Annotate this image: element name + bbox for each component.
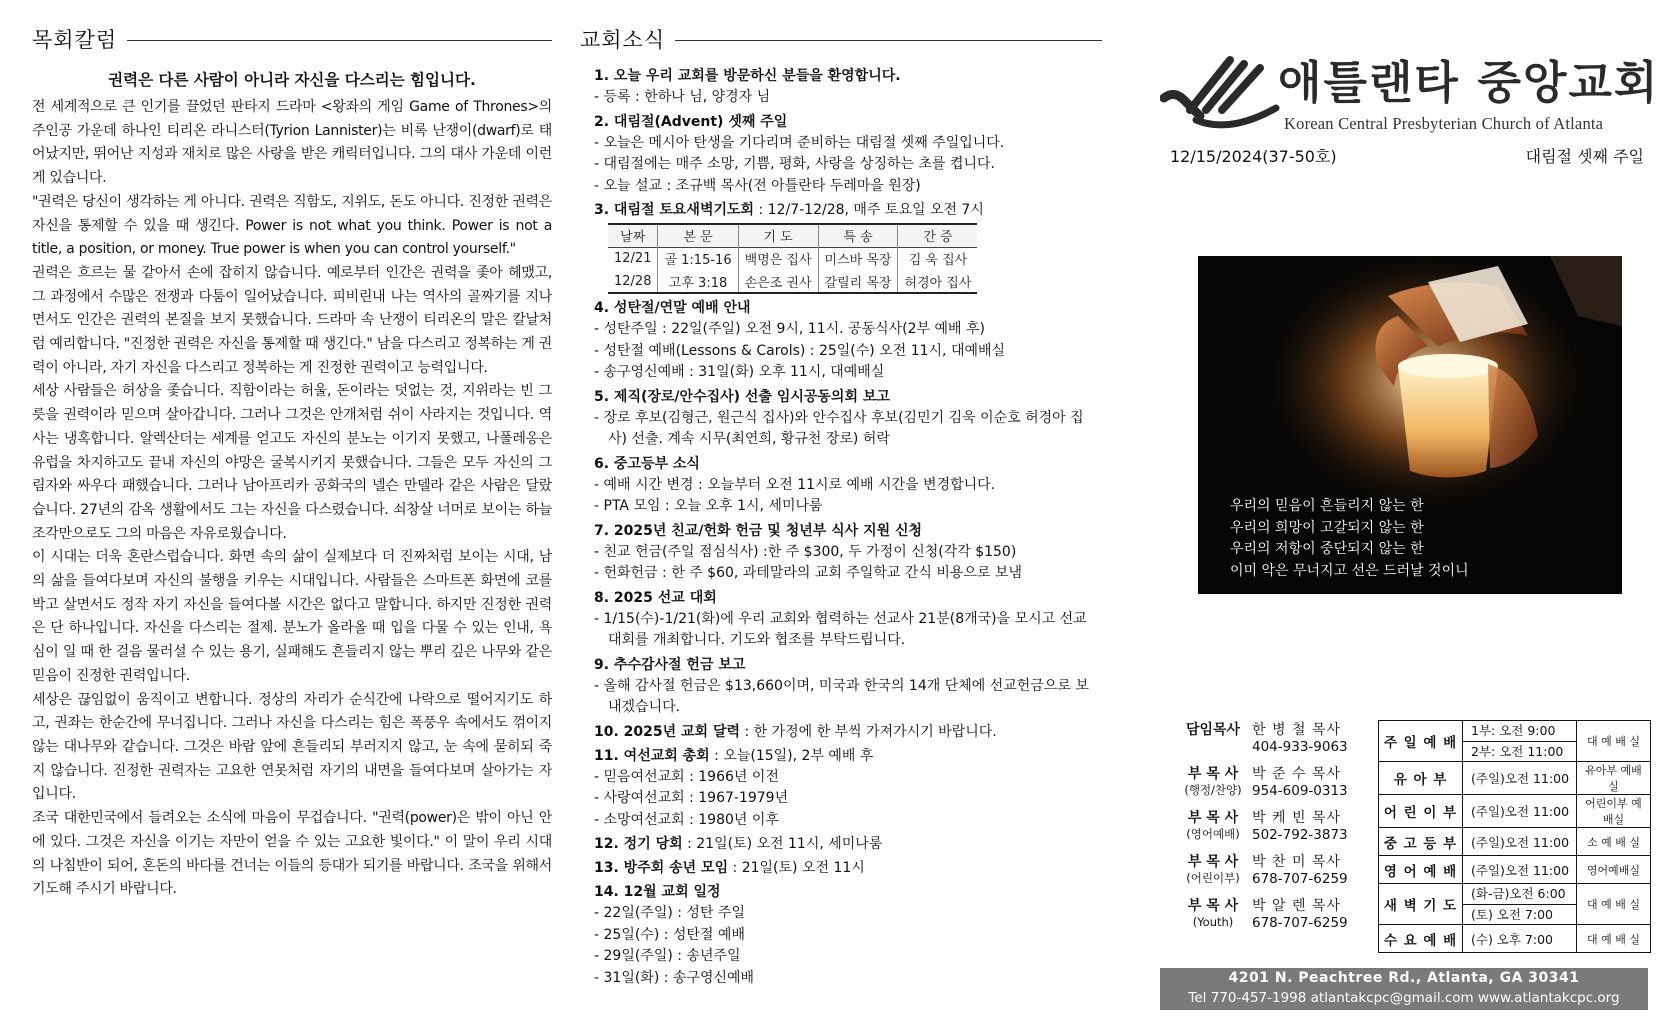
news-item <box>580 112 1102 198</box>
column-paragraph: 전 세계적으로 큰 인기를 끌었던 판타지 드라마 <왕좌의 게임 Game of Thrones>의 주인공 가운데 하나인 티리온 라니스터(Tyrion Lannister)는 비록 난쟁이(dwarf)로 태어났지만, 뛰어난 지성과 재치로 많은 사랑을 받은 캐릭터입니다. 그의 대사 가운데 이런 게 있습니다. <box>32 99 552 187</box>
news-item-heading: 3. 대림절 토요새벽기도회 <box>594 202 755 218</box>
news-item-line: - 친교 헌금(주일 점심식사) :한 주 $300, 두 가정이 신청(각각 $150) <box>594 543 1017 560</box>
church-name-korean: 애틀랜타 중앙교회 <box>1278 56 1660 109</box>
service-place: 영어예배실 <box>1577 856 1651 884</box>
news-item-heading: 12. 정기 당회 <box>594 836 683 852</box>
news-item-detail: : 오늘(15일), 2부 예배 후 <box>709 747 874 764</box>
staff-row <box>1174 766 1389 810</box>
news-item-detail: : 21일(토) 오전 11시, 세미나룸 <box>682 836 883 852</box>
staff-title: 부 목 사 <box>1187 854 1239 870</box>
news-item-title <box>580 112 1102 133</box>
service-name: 영 어 예 배 <box>1379 856 1463 884</box>
news-item-line: - 믿음여선교회 : 1966년 이전 <box>594 768 779 785</box>
staff-info <box>1252 766 1348 810</box>
news-item-heading: 8. 2025 선교 대회 <box>594 589 717 606</box>
dawn-table-heading: 특 송 <box>818 224 898 247</box>
dawn-table-cell: 김 욱 집사 <box>898 247 977 270</box>
staff-title: 담임목사 <box>1185 722 1241 738</box>
news-item-line: - 22일(주일) : 성탄 주일 <box>594 905 745 921</box>
news-item-heading: 2. 대림절(Advent) 셋째 주일 <box>594 113 788 130</box>
news-item-title <box>580 834 1102 855</box>
staff-info <box>1252 722 1348 766</box>
staff-row <box>1174 854 1389 898</box>
masthead-column <box>1152 22 1660 1007</box>
church-news <box>580 22 1102 1007</box>
dawn-table-cell: 갈릴리 목장 <box>818 270 898 293</box>
staff-name: 박 준 수 목사 <box>1252 766 1341 782</box>
column-title: 권력은 다른 사람이 아니라 자신을 다스리는 힘입니다. <box>108 71 476 89</box>
news-item-title <box>580 588 1102 609</box>
dawn-table-heading: 간 증 <box>898 224 977 247</box>
service-time: (화-금)오전 6:00 <box>1471 886 1566 901</box>
service-name: 어 린 이 부 <box>1379 795 1463 828</box>
news-list <box>580 66 1102 989</box>
dawn-table-cell: 12/21 <box>614 251 652 267</box>
news-item-title <box>580 521 1102 542</box>
service-time: (수) 오후 7:00 <box>1463 925 1577 953</box>
staff-phone: 678-707-6259 <box>1252 871 1348 887</box>
news-item-line: - 1/15(수)-1/21(화)에 우리 교회와 협력하는 선교사 21분(8개국)을 모시고 선교 대회를 개최합니다. 기도와 협조를 부탁드립니다. <box>594 610 1087 648</box>
news-item-line: - 대림절에는 매주 소망, 기쁨, 평화, 사랑을 상징하는 초를 켭니다. <box>594 156 996 172</box>
news-item-title <box>580 722 1102 743</box>
news-item-heading: 5. 제직(장로/안수집사) 선출 임시공동의회 보고 <box>594 388 890 405</box>
staff-info <box>1252 854 1348 898</box>
staff-name: 박 알 렌 목사 <box>1252 898 1341 914</box>
news-item-line: - 송구영신예배 : 31일(화) 오후 11시, 대예배실 <box>594 364 885 380</box>
service-time: (주일)오전 11:00 <box>1463 856 1577 884</box>
column-paragraph: 이 시대는 더욱 혼란스럽습니다. 화면 속의 삶이 실제보다 더 진짜처럼 보이는 시대, 남의 삶을 들여다보며 자신의 불행을 키우는 시대입니다. 사람들은 스마트폰 화면에 코를 박고 살면서도 정작 자기 자신을 들여다볼 시간은 없다고 말합니다. 하지만 진정한 권력은 단 하나입니다. 자신을 다스리는 절제. 분노가 올라올 때 입을 다물 수 있는 인내, 욕심이 일 때 한 걸음 물러설 수 있는 용기, 실패해도 흔들리지 않는 뿌리 깊은 나무와 같은 믿음이 진정한 권력입니다. <box>32 549 552 684</box>
contact-footer <box>1160 968 1648 1010</box>
staff-name: 박 찬 미 목사 <box>1252 854 1341 870</box>
news-item-line: - 31일(화) : 송구영신예배 <box>594 969 755 986</box>
worship-schedule-table <box>1378 720 1651 953</box>
staff-phone: 502-792-3873 <box>1252 827 1348 843</box>
service-time: (주일)오전 11:00 <box>1463 762 1577 795</box>
news-item-line: - 올해 감사절 헌금은 $13,660이며, 미국과 한국의 14개 단체에 선교헌금으로 보내겠습니다. <box>594 677 1089 715</box>
news-item <box>580 858 1102 879</box>
dawn-table-cell: 허경아 집사 <box>898 270 977 293</box>
news-item-heading: 7. 2025년 친교/헌화 헌금 및 청년부 식사 지원 신청 <box>594 522 923 539</box>
staff-phone: 678-707-6259 <box>1252 915 1348 931</box>
church-logo <box>1160 38 1660 148</box>
news-item-heading: 13. 방주회 송년 모임 <box>594 860 729 876</box>
news-item-line: - 사랑여선교회 : 1967-1979년 <box>594 790 789 806</box>
service-place: 소 예 배 실 <box>1577 828 1651 856</box>
pastor-column <box>32 22 552 1007</box>
staff-title: 부 목 사 <box>1187 766 1239 782</box>
service-times <box>1463 884 1577 925</box>
service-place: 대 예 배 실 <box>1577 884 1651 925</box>
header-rule <box>127 40 552 41</box>
service-time: (주일)오전 11:00 <box>1463 795 1577 828</box>
news-item-heading: 4. 성탄절/연말 예배 안내 <box>594 300 751 316</box>
staff-phone: 954-609-0313 <box>1252 783 1348 799</box>
worship-row <box>1379 925 1651 953</box>
news-item-heading: 1. 오늘 우리 교회를 방문하신 분들을 환영합니다. <box>594 68 901 84</box>
church-address: 4201 N. Peachtree Rd., Atlanta, GA 30341 <box>1228 970 1580 986</box>
worship-row-dawn <box>1379 884 1651 925</box>
verse-line: 이미 악은 무너지고 선은 드러날 것이니 <box>1230 562 1469 579</box>
dawn-table-row <box>608 247 977 270</box>
service-name: 중 고 등 부 <box>1379 828 1463 856</box>
staff-list <box>1174 722 1389 942</box>
staff-name: 박 케 빈 목사 <box>1252 810 1341 826</box>
dawn-table-header <box>608 224 977 247</box>
worship-row <box>1379 856 1651 884</box>
service-name: 수 요 예 배 <box>1379 925 1463 953</box>
service-times <box>1463 721 1577 762</box>
news-item-heading: 6. 중고등부 소식 <box>594 455 700 472</box>
news-item <box>580 722 1102 743</box>
issue-date: 12/15/2024(37-50호) <box>1170 147 1337 166</box>
service-time: (토) 오전 7:00 <box>1463 904 1576 924</box>
column-body <box>32 96 552 902</box>
news-item <box>580 746 1102 832</box>
verse-line: 우리의 믿음이 흔들리지 않는 한 <box>1230 498 1424 514</box>
news-item-heading: 9. 추수감사절 헌금 보고 <box>594 656 746 673</box>
service-name: 유 아 부 <box>1379 762 1463 795</box>
staff-role <box>1174 766 1252 810</box>
column-section-title: 목회칼럼 <box>32 28 118 52</box>
news-item-title <box>580 655 1102 676</box>
news-item-detail: : 한 가정에 한 부씩 가져가시기 바랍니다. <box>740 723 997 740</box>
staff-role <box>1174 810 1252 854</box>
news-item-detail: : 12/7-12/28, 매주 토요일 오전 7시 <box>754 202 984 218</box>
staff-name: 한 병 철 목사 <box>1252 722 1341 738</box>
dawn-table-heading: 기 도 <box>738 224 818 247</box>
news-item <box>580 200 1102 294</box>
dawn-table-cell: 백명은 집사 <box>738 247 818 270</box>
worship-row <box>1379 828 1651 856</box>
service-place: 어린이부 예배실 <box>1577 795 1651 828</box>
news-section-title: 교회소식 <box>580 28 666 52</box>
column-paragraph: "권력은 당신이 생각하는 게 아니다. 권력은 직함도, 지위도, 돈도 아니다. 진정한 권력은 자신을 통제할 수 있을 때 생긴다. Power is not what you think. Power is not a title, a position, or money. True power is when you can control yourself." <box>32 193 552 258</box>
news-item-heading: 14. 12월 교회 일정 <box>594 884 721 900</box>
news-item-line: - 장로 후보(김형근, 원근식 집사)와 안수집사 후보(김민기 김욱 이순호 허경아 집사) 선출. 계속 시무(최연희, 황규천 장로) 허락 <box>594 409 1084 447</box>
church-logo-icon <box>1160 54 1280 134</box>
news-item <box>580 882 1102 989</box>
news-item-line: - 성탄절 예배(Lessons & Carols) : 25일(수) 오전 11시, 대예배실 <box>594 342 1006 359</box>
news-item-heading: 11. 여선교회 총회 <box>594 747 710 764</box>
news-item <box>580 588 1102 652</box>
news-item-title <box>580 882 1102 903</box>
dawn-table-cell: 골 1:15-16 <box>658 247 738 270</box>
service-time: (주일)오전 11:00 <box>1463 828 1577 856</box>
news-item-title <box>580 387 1102 408</box>
news-item-line: - 예배 시간 변경 : 오늘부터 오전 11시로 예배 시간을 변경합니다. <box>594 476 996 493</box>
candle-light-photo <box>1198 256 1622 594</box>
header-rule <box>675 40 1102 41</box>
news-header <box>580 22 1102 56</box>
worship-row <box>1379 795 1651 828</box>
column-paragraph: 세상은 끊임없이 움직이고 변합니다. 정상의 자리가 순식간에 나락으로 떨어지기도 하고, 권좌는 한순간에 무너집니다. 그러나 자신을 다스리는 힘은 폭풍우 속에서도 꺾이지 않는 대나무와 같습니다. 그것은 바람 앞에 흔들리되 부러지지 않고, 눈 속에 묻히되 죽지 않습니다. 진정한 권력자는 고요한 연못처럼 자기의 내면을 들여다보며 살아가는 자입니다. <box>32 691 552 803</box>
news-item <box>580 387 1102 451</box>
issue-week: 대림절 셋째 주일 <box>1525 147 1644 166</box>
news-item <box>580 521 1102 585</box>
news-item <box>580 298 1102 384</box>
dawn-table-heading: 본 문 <box>658 224 738 247</box>
church-contact: Tel 770-457-1998 atlantakcpc@gmail.com www.atlantakcpc.org <box>1188 990 1620 1006</box>
news-item <box>580 655 1102 719</box>
dawn-table-cell: 미스바 목장 <box>818 247 898 270</box>
column-paragraph: 조국 대한민국에서 들려오는 소식에 마음이 무겁습니다. "권력(power)은 밖이 아닌 안에 있다. 그것은 자신을 이기는 자만이 얻을 수 있는 고요한 빛이다." 이 말이 우리 시대의 나침반이 되어, 혼돈의 바다를 건너는 이들의 등대가 되기를 바랍니다. 조국을 위해서 기도해 주시기 바랍니다. <box>32 810 552 898</box>
dawn-table-heading: 날짜 <box>608 224 658 247</box>
staff-title: 부 목 사 <box>1187 898 1239 914</box>
news-item-detail: : 21일(토) 오전 11시 <box>728 860 865 876</box>
staff-role <box>1174 722 1252 766</box>
news-item-line: - 성탄주일 : 22일(주일) 오전 9시, 11시. 공동식사(2부 예배 후) <box>594 321 985 337</box>
dawn-table-row <box>608 270 977 293</box>
column-header <box>32 22 552 56</box>
staff-role <box>1174 898 1252 942</box>
news-item-line: - 헌화헌금 : 한 주 $60, 과테말라의 교회 주일학교 간식 비용으로 보냄 <box>594 565 1022 581</box>
news-item-title <box>580 66 1102 87</box>
news-item-line: - 25일(수) : 성탄절 예배 <box>594 926 745 943</box>
staff-row <box>1174 810 1389 854</box>
news-item-line: - 29일(주일) : 송년주일 <box>594 948 741 964</box>
news-item <box>580 454 1102 518</box>
staff-department: (영어예배) <box>1186 827 1240 841</box>
dawn-table-cell: 12/28 <box>614 273 652 289</box>
staff-department: (어린이부) <box>1186 871 1240 885</box>
news-item-heading: 10. 2025년 교회 달력 <box>594 723 741 740</box>
worship-row <box>1379 762 1651 795</box>
column-paragraph: 세상 사람들은 허상을 좇습니다. 직함이라는 허울, 돈이라는 덧없는 것, 지위라는 빈 그릇을 권력이라 믿으며 살아갑니다. 그러나 그것은 안개처럼 쉬이 사라지는 것입니다. 역사는 냉혹합니다. 알렉산더는 세계를 얻고도 자신의 분노는 이기지 못했고, 나폴레옹은 유럽을 차지하고도 끝내 자신의 야망은 굴복시키지 못했습니다. 그들은 모두 자신의 그림자와 싸우다 패했습니다. 그러나 남아프리카 공화국의 넬슨 만델라 같은 사람은 달랐습니다. 27년의 감옥 생활에서도 그는 자신을 다스렸습니다. 쇠창살 너머로 보이는 하늘 조각만으로도 그의 마음은 자유로웠습니다. <box>32 383 552 542</box>
staff-department: (행정/찬양) <box>1184 783 1242 797</box>
news-item-title <box>580 454 1102 475</box>
staff-row <box>1174 722 1389 766</box>
staff-role <box>1174 854 1252 898</box>
news-item-title <box>580 298 1102 319</box>
photo-verse <box>1230 496 1469 582</box>
news-item-line: - PTA 모임 : 오늘 오후 1시, 세미나룸 <box>594 498 823 514</box>
service-time: 2부: 오전 11:00 <box>1463 741 1576 761</box>
staff-department: (Youth) <box>1192 915 1234 929</box>
news-item-line: - 소망여선교회 : 1980년 이후 <box>594 811 779 828</box>
news-item-title <box>580 858 1102 879</box>
staff-title: 부 목 사 <box>1187 810 1239 826</box>
news-item-line: - 오늘 설교 : 조규백 목사(전 아틀란타 두레마을 원장) <box>594 177 921 194</box>
news-item-line: - 오늘은 메시아 탄생을 기다리며 준비하는 대림절 셋째 주일입니다. <box>594 134 1005 151</box>
service-place: 대 예 배 실 <box>1577 925 1651 953</box>
service-name: 새 벽 기 도 <box>1379 884 1463 925</box>
worship-row-main <box>1379 721 1651 762</box>
service-name: 주 일 예 배 <box>1379 721 1463 762</box>
column-paragraph: 권력은 흐르는 물 같아서 손에 잡히지 않습니다. 예로부터 인간은 권력을 좇아 헤맸고, 그 과정에서 수많은 전쟁과 다툼이 일어났습니다. 피비린내 나는 역사의 골짜기를 지나면서도 인간은 권력의 본질을 보지 못했습니다. 드라마 속 난쟁이 티리온의 말은 칼날처럼 예리합니다. "진정한 권력은 자신을 통제할 때 생긴다." 남을 다스리고 정복하는 게 권력이 아니라, 자기 자신을 다스리고 정복하는 게 진정한 권력이고 능력입니다. <box>32 264 552 376</box>
staff-phone: 404-933-9063 <box>1252 739 1348 755</box>
news-item <box>580 66 1102 109</box>
verse-line: 우리의 희망이 고갈되지 않는 한 <box>1230 519 1424 536</box>
news-item <box>580 834 1102 855</box>
church-name-english: Korean Central Presbyterian Church of Atlanta <box>1284 114 1604 133</box>
dawn-table-cell: 고후 3:18 <box>658 270 738 293</box>
dawn-prayer-table <box>608 223 977 294</box>
service-time: 1부: 오전 9:00 <box>1471 723 1556 738</box>
news-item-line: - 등록 : 한하나 님, 양경자 님 <box>594 89 771 105</box>
dawn-table-cell: 손은조 권사 <box>738 270 818 293</box>
staff-info <box>1252 810 1348 854</box>
staff-info <box>1252 898 1348 942</box>
service-place: 대 예 배 실 <box>1577 721 1651 762</box>
news-item-title <box>580 746 1102 767</box>
staff-row <box>1174 898 1389 942</box>
verse-line: 우리의 저항이 중단되지 않는 한 <box>1230 541 1424 557</box>
service-place: 유아부 예배실 <box>1577 762 1651 795</box>
news-item-title <box>580 200 1102 221</box>
